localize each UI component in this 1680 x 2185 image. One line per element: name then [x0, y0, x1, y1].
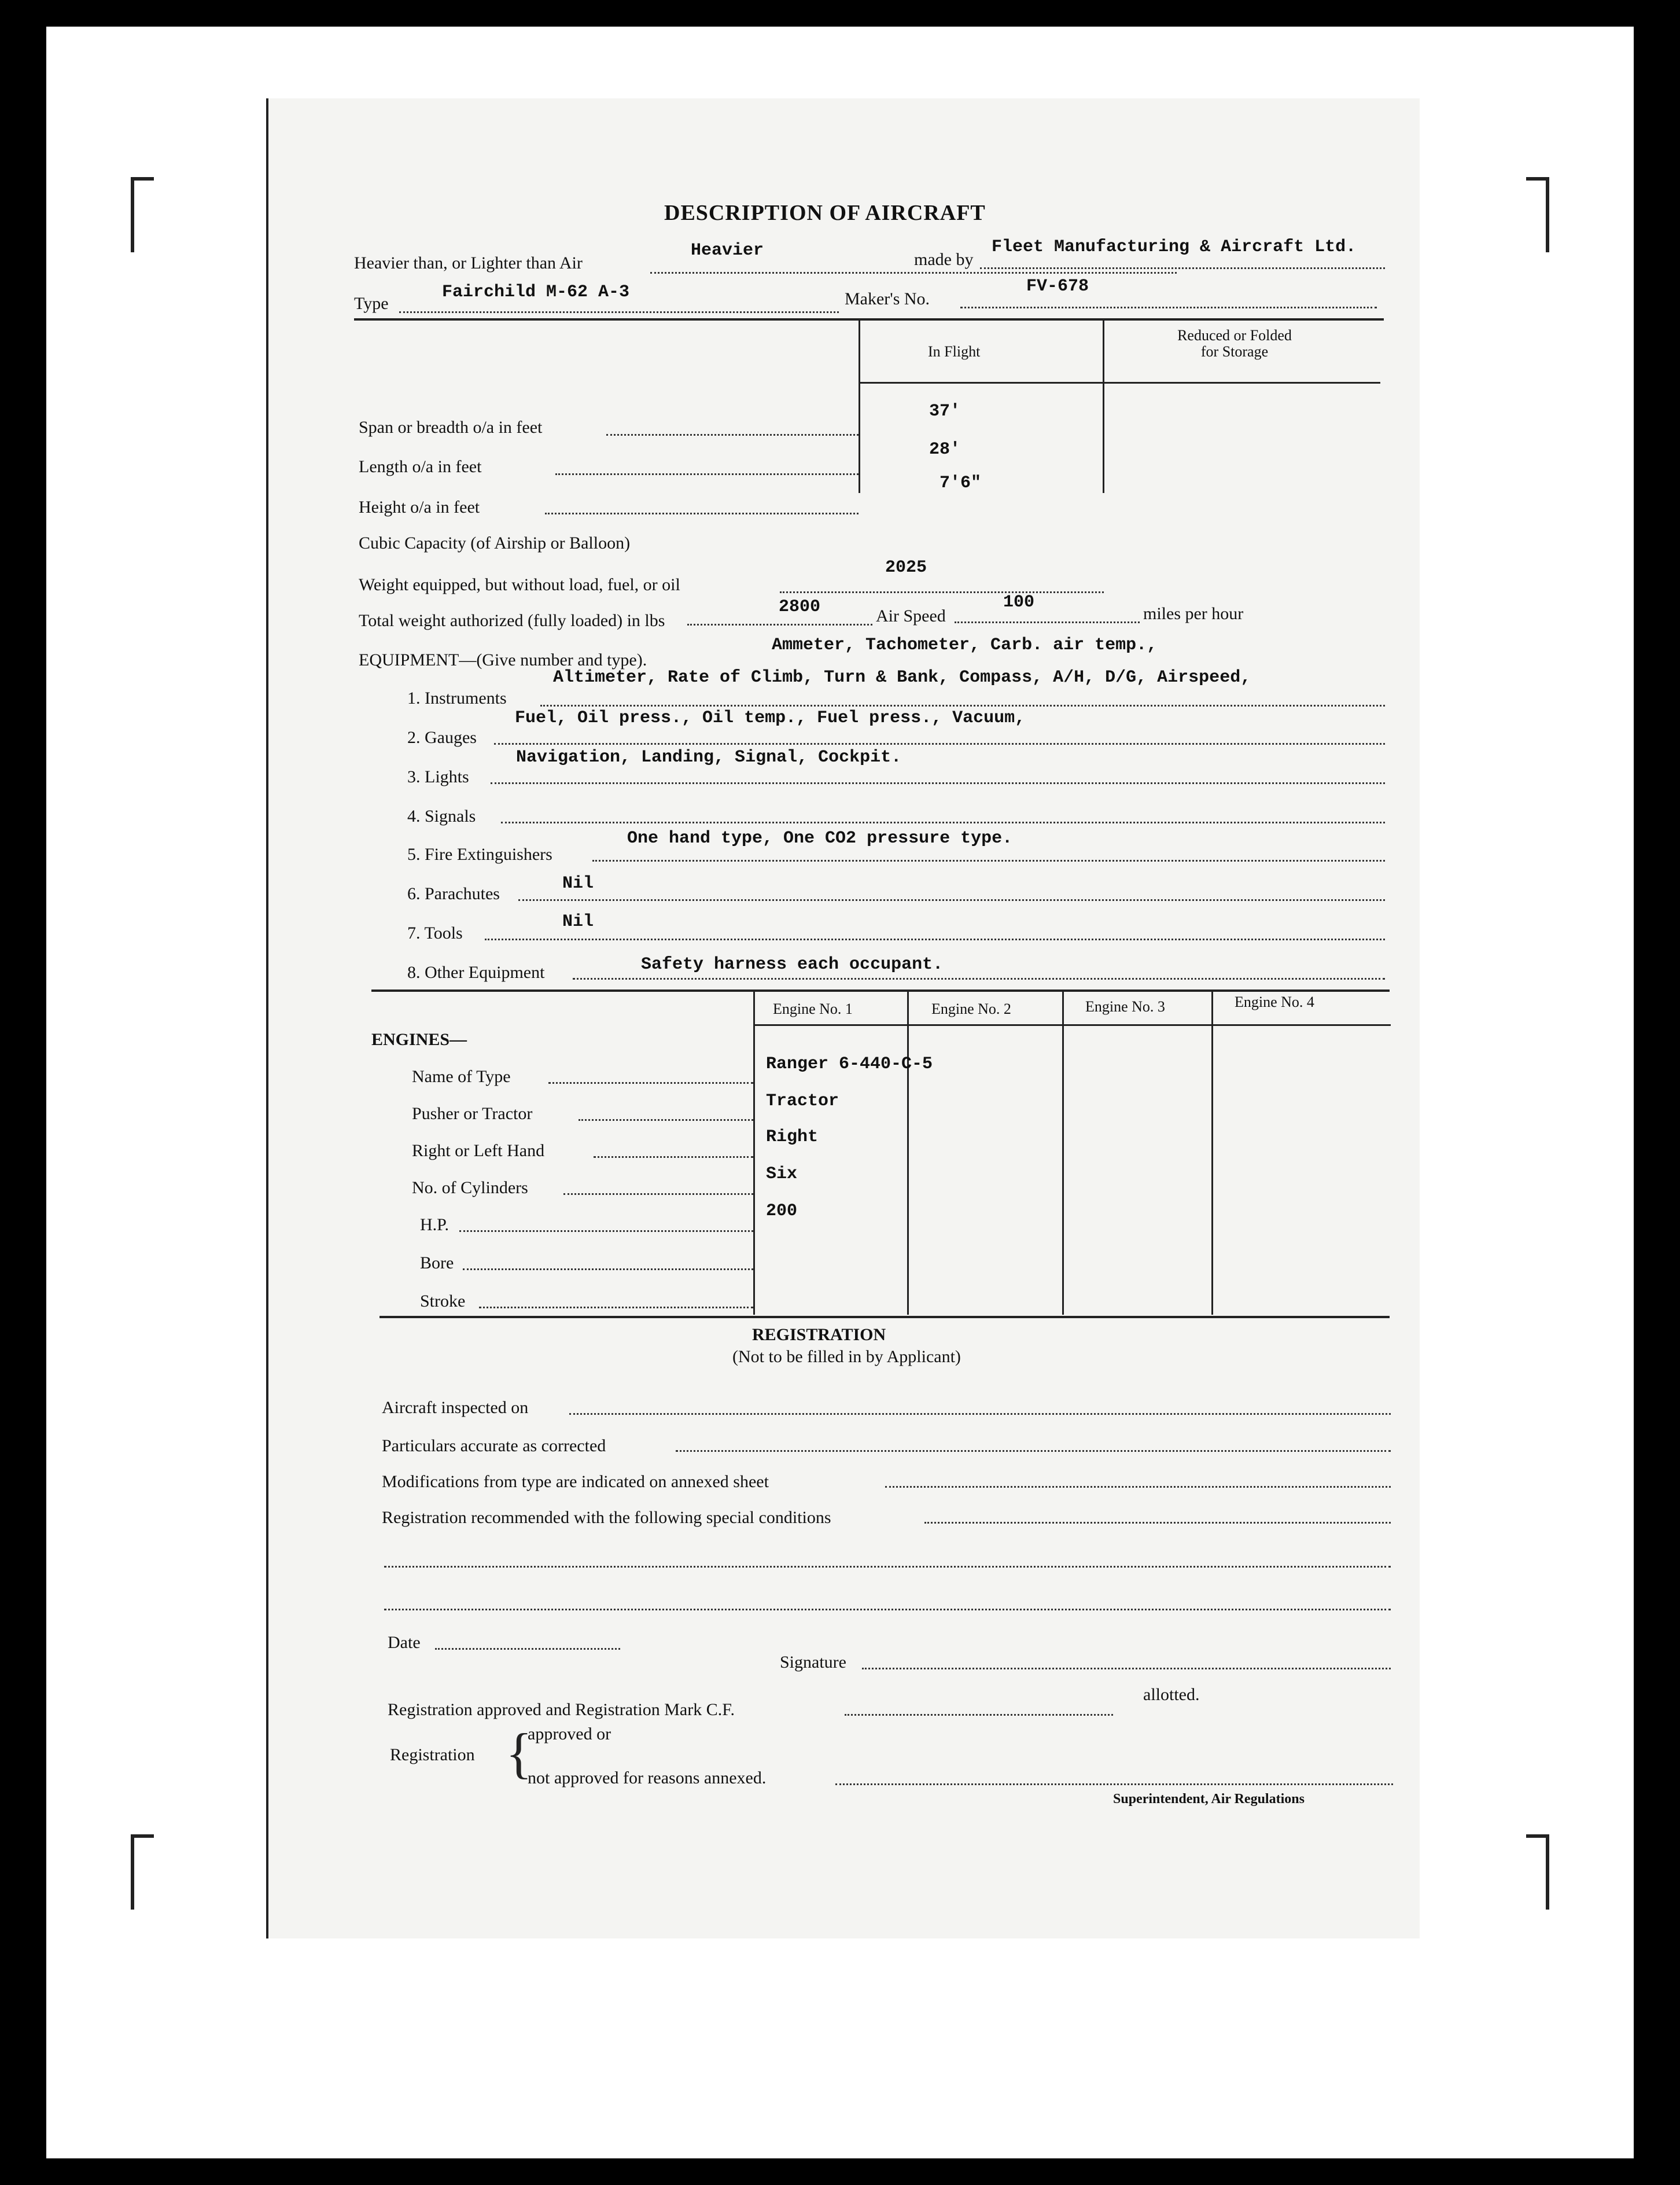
heavier-value: Heavier — [691, 241, 764, 260]
approved-mark-label: Registration approved and Registration Mark C.F. — [388, 1700, 735, 1719]
instruments-extra-value: Ammeter, Tachometer, Carb. air temp., — [772, 635, 1158, 655]
heavier-line — [650, 272, 1177, 274]
engine-type-line — [548, 1082, 753, 1084]
made-by-label: made by — [914, 250, 974, 269]
made-by-value: Fleet Manufacturing & Aircraft Ltd. — [992, 237, 1357, 257]
weight-equipped-label: Weight equipped, but without load, fuel, or oil — [359, 575, 680, 594]
rule-engines-top — [371, 989, 1390, 992]
form-title: DESCRIPTION OF AIRCRAFT — [664, 201, 986, 225]
air-speed-line — [955, 621, 1140, 623]
bore-label: Bore — [420, 1253, 454, 1272]
dimensions-col-divider-2 — [1103, 319, 1104, 493]
pusher-tractor-label: Pusher or Tractor — [412, 1104, 533, 1123]
parachutes-label: 6. Parachutes — [407, 884, 500, 903]
stroke-line — [479, 1307, 753, 1308]
engines-heading: ENGINES— — [371, 1030, 467, 1049]
date-line — [435, 1648, 620, 1650]
accurate-line — [676, 1450, 1391, 1452]
aircraft-description-form — [266, 98, 1420, 1938]
not-approved-label: not approved for reasons annexed. — [528, 1768, 767, 1787]
parachutes-value: Nil — [562, 874, 594, 893]
modifications-line — [885, 1486, 1391, 1488]
signals-label: 4. Signals — [407, 807, 476, 826]
other-equipment-value: Safety harness each occupant. — [641, 955, 944, 974]
superintendent-line — [835, 1783, 1393, 1785]
total-weight-label: Total weight authorized (fully loaded) in lbs — [359, 611, 665, 630]
height-value: 7'6" — [940, 473, 982, 493]
span-value: 37' — [929, 402, 961, 421]
bore-line — [463, 1268, 753, 1270]
hp-line — [459, 1230, 753, 1232]
dimensions-subheader-rule — [860, 382, 1380, 384]
lights-line — [491, 782, 1385, 784]
dimensions-col-divider-1 — [859, 319, 860, 493]
engine-no-2-header: Engine No. 2 — [931, 1000, 1011, 1017]
gauges-label: 2. Gauges — [407, 728, 477, 747]
allotted-label: allotted. — [1143, 1685, 1200, 1704]
length-line — [555, 473, 859, 475]
superintendent-label: Superintendent, Air Regulations — [1113, 1792, 1305, 1807]
makers-no-value: FV-678 — [1026, 277, 1089, 296]
registration-subheading: (Not to be filled in by Applicant) — [732, 1347, 961, 1366]
col-reduced-storage: Reduced or Folded for Storage — [1177, 327, 1292, 360]
made-by-line — [980, 267, 1385, 269]
height-line — [545, 513, 859, 514]
total-weight-line — [687, 624, 872, 626]
total-weight-value: 2800 — [779, 597, 821, 617]
length-value: 28' — [929, 440, 961, 459]
instruments-value: Altimeter, Rate of Climb, Turn & Bank, Compass, A/H, D/G, Airspeed, — [553, 668, 1251, 687]
approved-or-label: approved or — [528, 1724, 611, 1743]
signature-label: Signature — [780, 1653, 846, 1672]
engine-no-4-header: Engine No. 4 — [1235, 994, 1314, 1010]
type-line — [399, 311, 839, 313]
gauges-line — [494, 743, 1385, 745]
engines-col-divider-4 — [1211, 991, 1213, 1315]
recommended-label: Registration recommended with the following special conditions — [382, 1508, 831, 1527]
engines-col-divider-2 — [907, 991, 909, 1315]
other-equipment-label: 8. Other Equipment — [407, 963, 545, 982]
crop-mark-top-right — [1526, 177, 1549, 252]
air-speed-value: 100 — [1003, 593, 1035, 612]
lights-value: Navigation, Landing, Signal, Cockpit. — [516, 748, 902, 767]
mark-line — [845, 1714, 1113, 1716]
right-left-label: Right or Left Hand — [412, 1141, 545, 1160]
instruments-line — [540, 705, 1385, 707]
recommended-line-3 — [384, 1609, 1391, 1610]
accurate-label: Particulars accurate as corrected — [382, 1436, 606, 1455]
hp-value: 200 — [766, 1201, 798, 1221]
inspected-line — [569, 1413, 1391, 1415]
cylinders-value: Six — [766, 1164, 798, 1184]
cubic-capacity-label: Cubic Capacity (of Airship or Balloon) — [359, 534, 631, 553]
type-value: Fairchild M-62 A-3 — [442, 282, 630, 302]
registration-heading: REGISTRATION — [752, 1325, 886, 1344]
modifications-label: Modifications from type are indicated on annexed sheet — [382, 1472, 769, 1491]
length-label: Length o/a in feet — [359, 457, 482, 476]
engine-type-value: Ranger 6-440-C-5 — [766, 1054, 933, 1074]
gauges-value: Fuel, Oil press., Oil temp., Fuel press., Vacuum, — [515, 708, 1026, 728]
crop-mark-bottom-left — [131, 1834, 154, 1910]
inspected-label: Aircraft inspected on — [382, 1398, 529, 1417]
engine-no-3-header: Engine No. 3 — [1085, 998, 1165, 1015]
pusher-tractor-value: Tractor — [766, 1091, 839, 1111]
parachutes-line — [518, 899, 1385, 901]
height-label: Height o/a in feet — [359, 498, 480, 517]
right-left-line — [594, 1156, 753, 1158]
registration-label: Registration — [390, 1745, 475, 1764]
col-in-flight: In Flight — [928, 343, 981, 360]
engine-type-label: Name of Type — [412, 1067, 511, 1086]
recommended-line-2 — [384, 1566, 1391, 1568]
makers-no-label: Maker's No. — [845, 289, 930, 308]
weight-equipped-line — [780, 591, 1104, 593]
air-speed-unit: miles per hour — [1143, 604, 1244, 623]
tools-value: Nil — [562, 912, 594, 932]
pusher-tractor-line — [579, 1119, 753, 1121]
tools-label: 7. Tools — [407, 924, 463, 943]
fire-extinguishers-label: 5. Fire Extinguishers — [407, 845, 552, 864]
engines-col-divider-3 — [1062, 991, 1064, 1315]
tools-line — [485, 939, 1385, 940]
type-label: Type — [354, 294, 389, 313]
date-label: Date — [388, 1633, 421, 1652]
crop-mark-top-left — [131, 177, 154, 252]
span-line — [606, 434, 859, 436]
air-speed-label: Air Speed — [876, 606, 946, 626]
makers-no-line — [960, 307, 1377, 308]
rule-engines-bottom — [380, 1316, 1390, 1318]
rule-header — [354, 318, 1384, 321]
instruments-label: 1. Instruments — [407, 689, 507, 708]
stroke-label: Stroke — [420, 1292, 466, 1311]
right-left-value: Right — [766, 1127, 819, 1147]
fire-extinguishers-value: One hand type, One CO2 pressure type. — [627, 829, 1013, 848]
equipment-heading: EQUIPMENT—(Give number and type). — [359, 650, 647, 670]
cylinders-label: No. of Cylinders — [412, 1178, 528, 1197]
crop-mark-bottom-right — [1526, 1834, 1549, 1910]
engine-no-1-header: Engine No. 1 — [773, 1000, 853, 1017]
fire-extinguishers-line — [592, 860, 1385, 862]
weight-equipped-value: 2025 — [885, 558, 927, 577]
other-equipment-line — [573, 978, 1385, 980]
hp-label: H.P. — [420, 1215, 450, 1234]
lights-label: 3. Lights — [407, 767, 469, 786]
signature-line — [862, 1668, 1391, 1669]
cylinders-line — [563, 1193, 753, 1195]
engines-subheader-rule — [754, 1024, 1391, 1026]
brace-symbol: { — [506, 1722, 533, 1784]
signals-line — [501, 822, 1385, 823]
engines-col-divider-1 — [753, 991, 755, 1315]
heavier-label: Heavier than, or Lighter than Air — [354, 253, 583, 273]
span-label: Span or breadth o/a in feet — [359, 418, 543, 437]
recommended-line — [924, 1522, 1391, 1524]
